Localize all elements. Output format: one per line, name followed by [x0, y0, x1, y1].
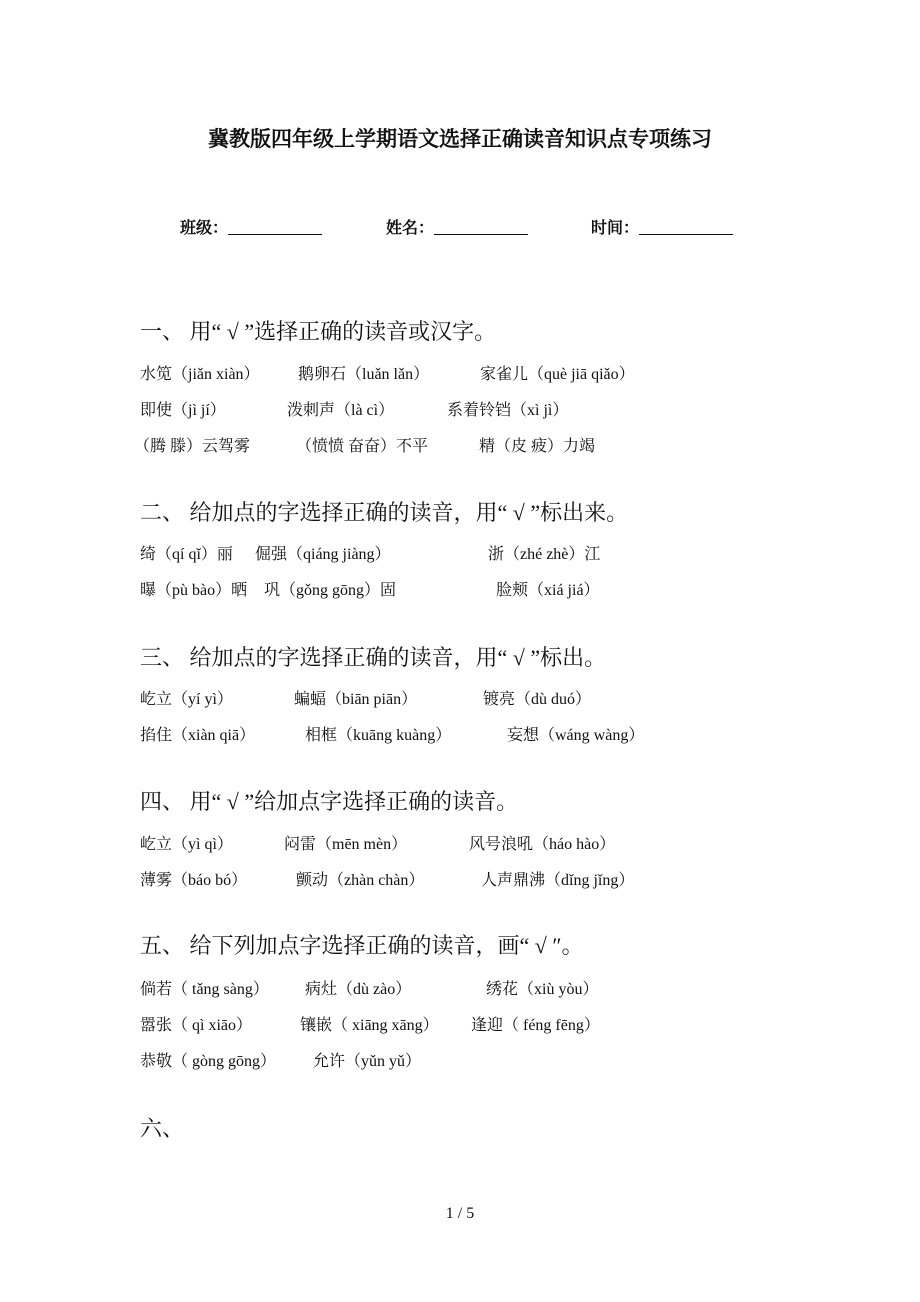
class-blank: [228, 220, 322, 235]
question-item: 掐住（xiàn qiā）: [140, 727, 256, 744]
section-5-heading: 五、 给下列加点字选择正确的读音，画“ √ ″。: [140, 933, 584, 958]
name-blank: [434, 220, 528, 235]
question-item: 泼刺声（là cì）: [287, 402, 395, 419]
question-item: 妄想（wáng wàng）: [507, 727, 645, 744]
question-item: 颤动（zhàn chàn）: [296, 872, 425, 889]
question-item: 闷雷（mēn mèn）: [284, 836, 408, 853]
question-item: 镀亮（dù duó）: [483, 691, 592, 708]
question-item: 即使（jì jí）: [140, 402, 226, 419]
question-item: 蝙蝠（biān piān）: [294, 691, 418, 708]
section-1-heading: 一、 用“ √ ”选择正确的读音或汉字。: [140, 319, 497, 344]
question-item: 绮（qí qǐ）丽: [140, 546, 233, 563]
question-item: 允许（yǔn yǔ）: [313, 1053, 422, 1070]
question-item: 脸颊（xiá jiá）: [496, 582, 600, 599]
document-title: 冀教版四年级上学期语文选择正确读音知识点专项练习: [208, 127, 712, 151]
question-item: 逢迎（ féng fēng）: [471, 1017, 600, 1034]
name-label: 姓名：: [386, 220, 435, 237]
question-item: 精（皮 疲）力竭: [479, 438, 596, 455]
section-2-heading: 二、 给加点的字选择正确的读音，用“ √ ”标出来。: [140, 500, 629, 525]
question-item: 嚣张（ qì xiāo）: [140, 1017, 252, 1034]
time-field: [591, 215, 733, 238]
section-4-heading: 四、 用“ √ ”给加点字选择正确的读音。: [140, 789, 519, 814]
question-item: 水笕（jiǎn xiàn）: [140, 366, 260, 383]
question-item: 倘若（ tǎng sàng）: [140, 981, 269, 998]
class-field: [180, 215, 322, 238]
time-blank: [639, 220, 733, 235]
question-item: 薄雾（báo bó）: [140, 872, 248, 889]
question-item: 人声鼎沸（dǐng jǐng）: [481, 872, 635, 889]
question-item: 倔强（qiáng jiàng）: [255, 546, 391, 563]
question-item: 相框（kuāng kuàng）: [305, 727, 452, 744]
question-item: 病灶（dù zào）: [305, 981, 412, 998]
question-item: （愤愤 奋奋）不平: [296, 438, 429, 455]
question-item: 屹立（yì qì）: [140, 836, 233, 853]
page-number: 1 / 5: [445, 1205, 475, 1222]
class-label: 班级：: [180, 220, 229, 237]
question-item: 绣花（xiù yòu）: [486, 981, 599, 998]
section-3-heading: 三、 给加点的字选择正确的读音，用“ √ ”标出。: [140, 645, 607, 670]
question-item: 浙（zhé zhè）江: [488, 546, 601, 563]
question-item: 曝（pù bào）晒: [140, 582, 248, 599]
question-item: 巩（gǒng gōng）固: [264, 582, 397, 599]
question-item: （腾 滕）云驾雾: [134, 438, 251, 455]
question-item: 系着铃铛（xì jì）: [447, 402, 569, 419]
section-6-heading: 六、: [140, 1116, 185, 1141]
question-item: 屹立（yí yì）: [140, 691, 233, 708]
name-field: [386, 215, 528, 238]
question-item: 恭敬（ gòng gōng）: [140, 1053, 277, 1070]
question-item: 家雀儿（què jiā qiǎo）: [480, 366, 635, 383]
time-label: 时间：: [591, 220, 640, 237]
question-item: 鹅卵石（luǎn lǎn）: [298, 366, 430, 383]
question-item: 风号浪吼（háo hào）: [469, 836, 616, 853]
question-item: 镶嵌（ xiāng xāng）: [300, 1017, 439, 1034]
